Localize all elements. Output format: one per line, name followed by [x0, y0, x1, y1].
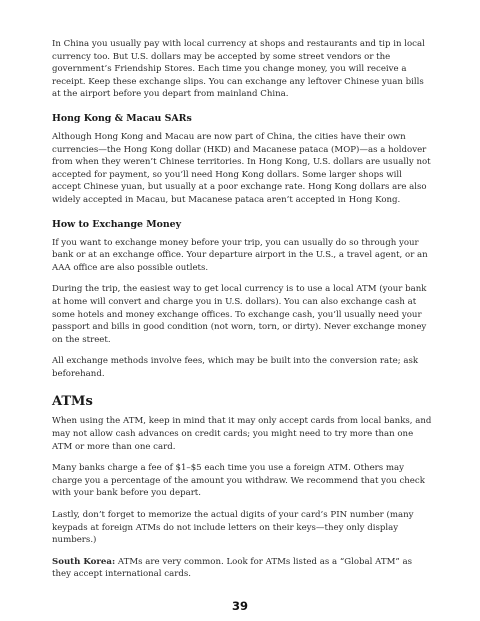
- exchange-paragraph-3: All exchange methods involve fees, which may be built into the conversion rate; ask beforehand.: [52, 356, 419, 379]
- page-number: 39: [231, 599, 248, 613]
- south-korea-text: ATMs are very common. Look for ATMs listed as a “Global ATM” as they accept international cards.: [52, 556, 413, 580]
- atms-heading: ATMs: [52, 394, 93, 410]
- exchange-paragraph-2: During the trip, the easiest way to get local currency is to use a local ATM (your bank at home will convert and charge you in U.S. dollars). You can also exchange cash at some hotels and money exchange offices. To exchange cash, you’ll usually need your passport and bills in good condition (not worn, torn, or dirty). Never exchange money on the street.: [52, 284, 427, 345]
- exchange-heading: How to Exchange Money: [52, 218, 182, 230]
- south-korea-paragraph: [52, 556, 432, 581]
- atms-paragraph-3: Lastly, don’t forget to memorize the actual digits of your card’s PIN number (many keypads at foreign ATMs do not include letters on their keys—they only display numbers.): [52, 510, 414, 546]
- atms-paragraph-2: Many banks charge a fee of $1–$5 each time you use a foreign ATM. Others may charge you a percentage of the amount you withdraw. We recommend that you check with your bank before you depart.: [52, 463, 425, 499]
- exchange-paragraph-1: If you want to exchange money before your trip, you can usually do so through your bank or at an exchange office. Your departure airport in the U.S., a travel agent, or an AAA office are also possible outlets.: [52, 237, 428, 273]
- hk-macau-heading: Hong Kong & Macau SARs: [52, 112, 192, 124]
- south-korea-lead: South Korea:: [52, 556, 116, 567]
- intro-paragraph: In China you usually pay with local currency at shops and restaurants and tip in local currency too. But U.S. dollars may be accepted by some street vendors or the government’s Friendship Stores. Each time you change money, you will receive a receipt. Keep these exchange slips. You can exchange any leftover Chinese yuan bills at the airport before you depart from mainland China.: [52, 39, 425, 100]
- page-content: [52, 38, 432, 590]
- hk-macau-paragraph: Although Hong Kong and Macau are now part of China, the cities have their own currencies—the Hong Kong dollar (HKD) and Macanese pataca (MOP)—as a holdover from when they weren’t Chinese territories. In Hong Kong, U.S. dollars are usually not accepted for payment, so you’ll need Hong Kong dollars. Some larger shops will accept Chinese yuan, but usually at a poor exchange rate. Hong Kong dollars are also widely accepted in Macau, but Macanese pataca aren’t accepted in Hong Kong.: [52, 131, 431, 205]
- atms-paragraph-1: When using the ATM, keep in mind that it may only accept cards from local banks, and may not allow cash advances on credit cards; you might need to try more than one ATM or more than one card.: [52, 416, 432, 452]
